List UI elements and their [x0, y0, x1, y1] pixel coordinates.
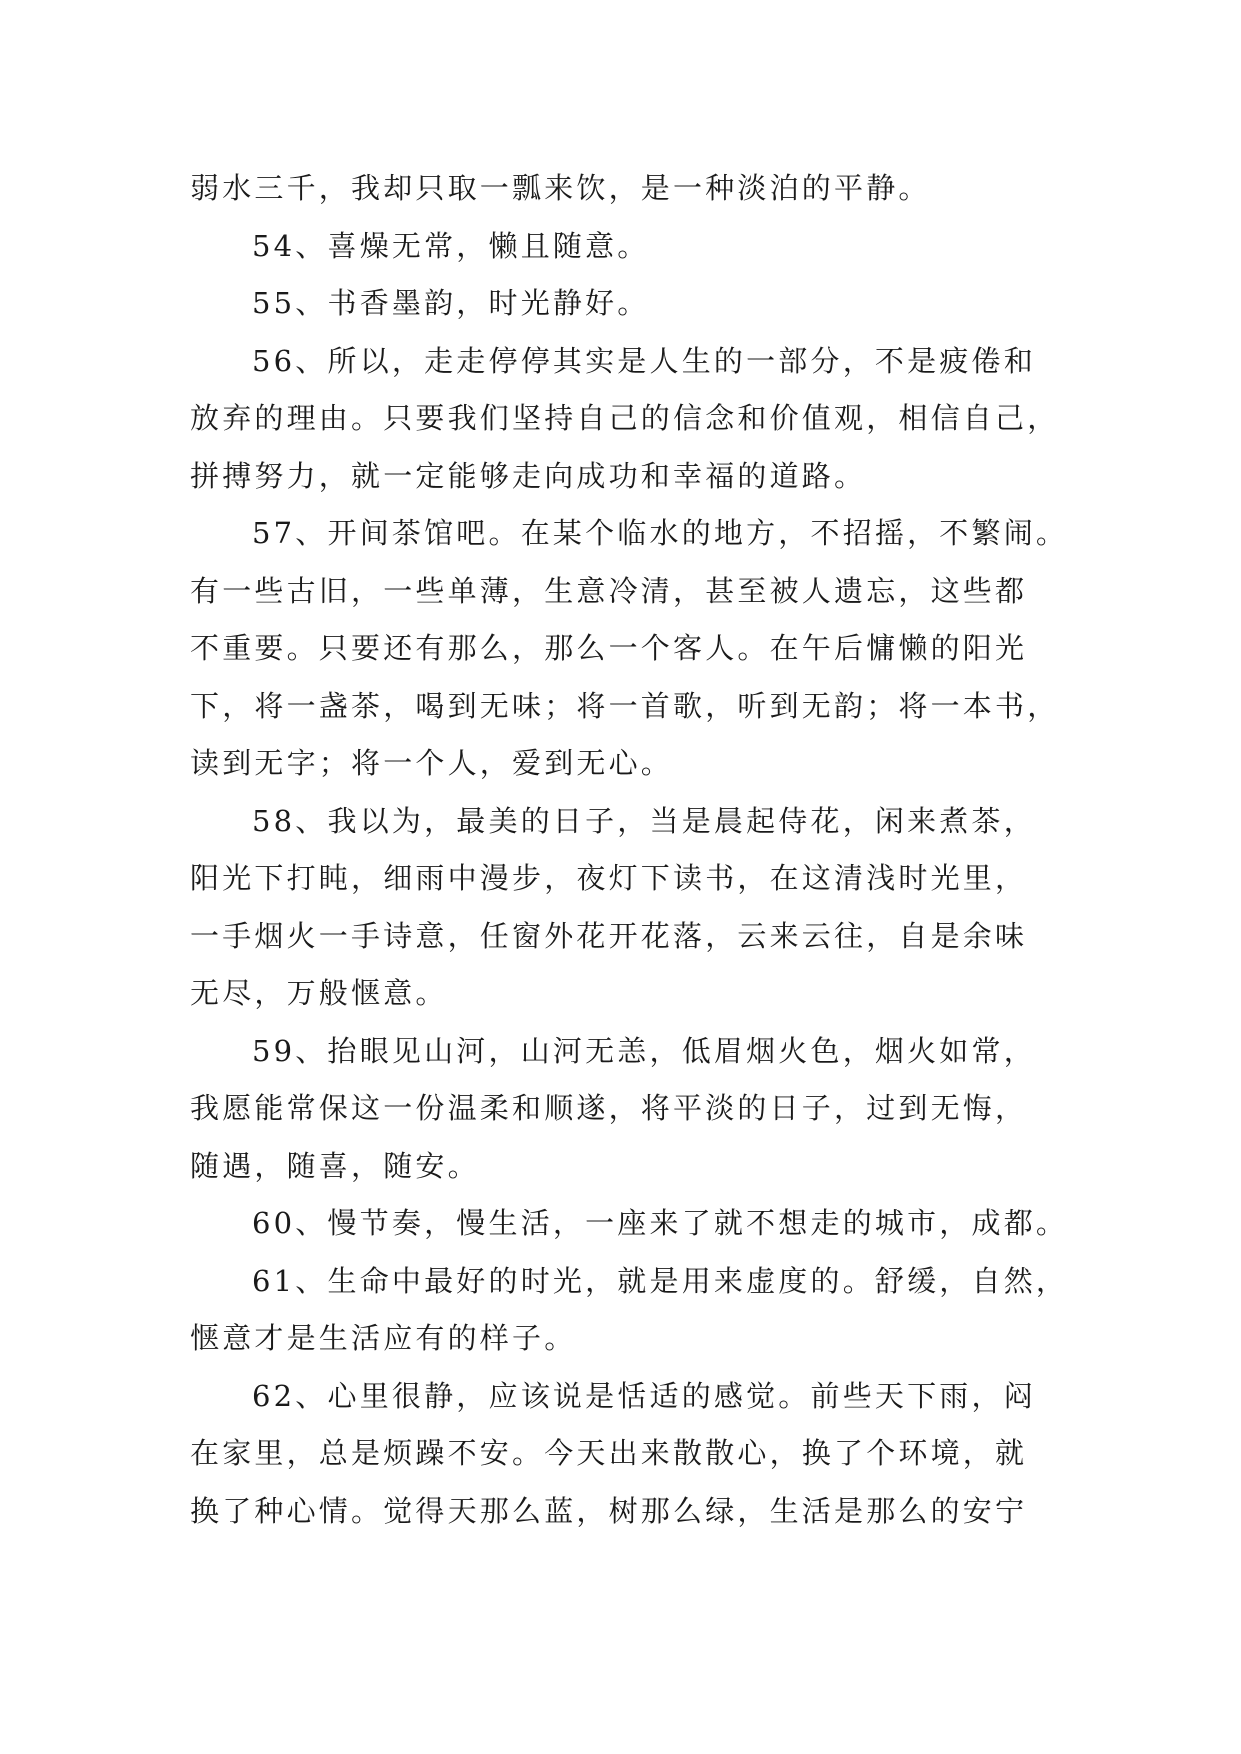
- paragraph-56: [190, 333, 1070, 506]
- paragraph-continuation: [190, 160, 1070, 218]
- text-line: 54、喜燥无常，懒且随意。: [252, 228, 650, 263]
- text-line: 惬意才是生活应有的样子。: [190, 1321, 577, 1355]
- text-line: 58、我以为，最美的日子，当是晨起侍花，闲来煮茶，: [252, 803, 1036, 838]
- text-line: 61、生命中最好的时光，就是用来虚度的。舒缓，自然，: [252, 1263, 1069, 1298]
- paragraph-55: [190, 275, 1070, 333]
- paragraph-62: [190, 1368, 1070, 1541]
- paragraph-54: [190, 218, 1070, 276]
- text-line: 62、心里很静，应该说是恬适的感觉。前些天下雨，闷: [252, 1378, 1036, 1413]
- paragraph-58: [190, 793, 1070, 1023]
- text-line: 换了种心情。觉得天那么蓝，树那么绿，生活是那么的安宁: [190, 1493, 1028, 1528]
- text-line: 59、抬眼见山河，山河无恙，低眉烟火色，烟火如常，: [252, 1033, 1036, 1068]
- text-line: 放弃的理由。只要我们坚持自己的信念和价值观，相信自己，: [190, 401, 1060, 435]
- paragraph-59: [190, 1023, 1070, 1196]
- document-body: [190, 160, 1070, 1540]
- text-line: 57、开间茶馆吧。在某个临水的地方，不招摇，不繁闹。: [252, 516, 1069, 550]
- text-line: 拼搏努力，就一定能够走向成功和幸福的道路。: [190, 458, 867, 493]
- text-line: 一手烟火一手诗意，任窗外花开花落，云来云往，自是余味: [190, 918, 1028, 953]
- text-line: 随遇，随喜，随安。: [190, 1148, 480, 1183]
- text-line: 在家里，总是烦躁不安。今天出来散散心，换了个环境，就: [190, 1436, 1028, 1470]
- text-line: 下，将一盏茶，喝到无味；将一首歌，听到无韵；将一本书，: [190, 688, 1060, 723]
- text-line: 60、慢节奏，慢生活，一座来了就不想走的城市，成都。: [252, 1206, 1069, 1240]
- text-line: 56、所以，走走停停其实是人生的一部分，不是疲倦和: [252, 343, 1036, 378]
- paragraph-57: [190, 505, 1070, 793]
- text-line: 弱水三千，我却只取一瓢来饮，是一种淡泊的平静。: [190, 171, 931, 205]
- text-line: 不重要。只要还有那么，那么一个客人。在午后慵懒的阳光: [190, 631, 1028, 665]
- text-line: 有一些古旧，一些单薄，生意冷清，甚至被人遗忘，这些都: [190, 573, 1028, 608]
- text-line: 无尽，万般惬意。: [190, 976, 448, 1010]
- text-line: 55、书香墨韵，时光静好。: [252, 286, 650, 320]
- text-line: 读到无字；将一个人，爱到无心。: [190, 746, 674, 780]
- text-line: 我愿能常保这一份温柔和顺遂，将平淡的日子，过到无悔，: [190, 1091, 1028, 1125]
- paragraph-60: [190, 1195, 1070, 1253]
- text-line: 阳光下打盹，细雨中漫步，夜灯下读书，在这清浅时光里，: [190, 861, 1028, 895]
- paragraph-61: [190, 1253, 1070, 1368]
